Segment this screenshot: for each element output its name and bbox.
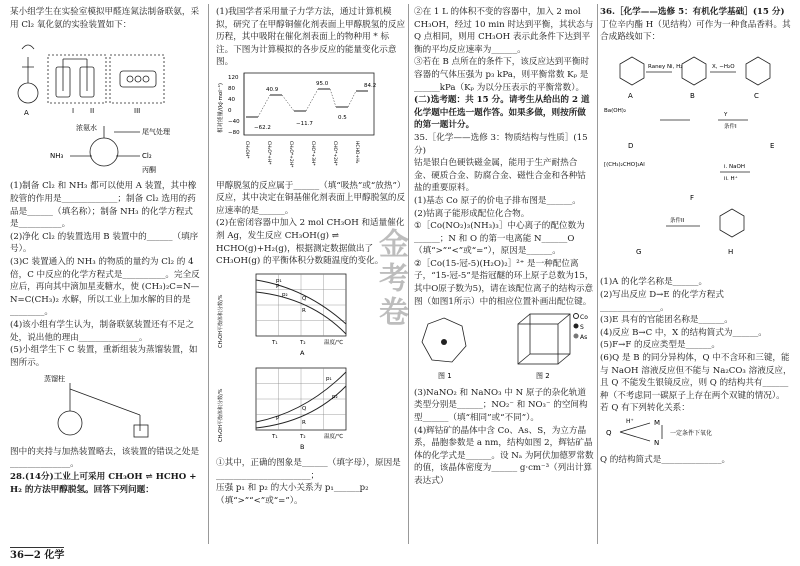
route-label-H: H xyxy=(728,247,734,256)
route-label-F: F xyxy=(690,193,695,202)
fig1-caption: 图 1 xyxy=(438,372,452,381)
question-35-4: (4)辉钴矿的晶体中含 Co、As、S，为立方晶系，晶胞参数是 a nm，结构如图 2，辉钴矿晶体的化学式是______。设 Nₐ 为阿伏加德罗常数的值，该晶体密度为______ g·cm⁻³（列出计算表达式） xyxy=(414,425,594,486)
legend-co: Co xyxy=(580,314,588,322)
chart-caption: B xyxy=(300,443,305,452)
page-footer: 36—2 化学 xyxy=(10,546,64,561)
label-acetone: 丙酮 xyxy=(142,165,156,174)
chart-point-label: P xyxy=(276,283,280,290)
c2-question-2a: ①其中，正确的图象是______（填字母），原因是______________________； xyxy=(216,457,401,481)
distillation-figure xyxy=(10,369,200,441)
column-1 xyxy=(10,6,200,496)
chart-point-label: Q xyxy=(302,295,307,302)
energy-value: −62.2 xyxy=(254,124,271,131)
energy-connector xyxy=(306,89,318,111)
reagent-y: Y xyxy=(724,111,728,118)
label-cl2: Cl₂ xyxy=(142,151,152,160)
question-2: (2)净化 Cl₂ 的装置选用 B 装置中的______（填序号）。 xyxy=(10,231,199,255)
chart-xtick: T₁ xyxy=(272,434,278,441)
label-A: A xyxy=(24,109,29,118)
chart-point-label: R xyxy=(302,420,306,427)
energy-value: 40.9 xyxy=(266,86,279,93)
q36-3: (3)E 具有的官能团名称是______。 xyxy=(600,315,733,326)
question-35-3: (3)NaNO₂ 和 NaNO₃ 中 N 原子的杂化轨道类型分别是______；NO₂⁻ 和 NO₃⁻ 的空间构型______（填“相同”或“不同”）。 xyxy=(414,387,588,424)
question-4: (4)该小组有学生认为，制备联氨装置还有不足之处，说出他的理由______________。 xyxy=(10,319,195,343)
intro-text: 某小组学生在实验室模拟甲醛连氮法制备联氨，采用 Cl₂ 氧化氨的实验装置如下： xyxy=(10,7,200,30)
q36-1: (1)A 的化学名称是______。 xyxy=(600,277,708,288)
energy-ylabel: 相对能量/(kJ·mol⁻¹) xyxy=(218,82,224,133)
energy-value: 0.5 xyxy=(338,114,347,121)
energy-connector xyxy=(330,89,336,107)
reagent-cond1: 条件I xyxy=(724,123,737,130)
question-35-2b: ②［Co(15-冠-5)(H₂O)₂］²⁺ 是一种配位离子，“15-冠-5”是指冠醚的环上原子总数为15，其中O原子数为5)，请在该配位离子的结构示意图（如图1所示）中的相应位置补画出配位键。 xyxy=(414,258,594,307)
chart-xlabel: 温度/℃ xyxy=(324,434,344,441)
energy-species: CH₂O*+H* xyxy=(266,140,271,165)
question-5b: 图中的夹持与加热装置略去，该装置的错误之处是______________。 xyxy=(10,446,200,470)
section-2: (二)选考题：共 15 分。请考生从给出的 2 道化学题中任选一题作答。如果多做，则按所做的第一题计分。 xyxy=(414,95,590,131)
energy-value: −11.7 xyxy=(296,120,313,127)
q-transform-scheme xyxy=(600,415,792,449)
question-35-2: (2)钴离子能形成配位化合物。 xyxy=(414,208,530,219)
question-35-intro: 钴是银白色硬铁磁金属，能用于生产耐热合金、硬质合金、防腐合金、磁性合金和各种钴盐的重要原料。 xyxy=(414,158,586,194)
question-36: 36.［化学——选修 5：有机化学基础］(15 分) xyxy=(600,7,785,17)
column-2 xyxy=(216,6,406,507)
energy-species: CHO*+2H* xyxy=(332,140,337,166)
energy-connector xyxy=(348,91,356,107)
question-35: 35.［化学——选修 3：物质结构与性质］(15 分) xyxy=(414,132,588,156)
chart-ylabel: CH₃OH平衡体积分数/% xyxy=(218,388,224,443)
column-3 xyxy=(414,6,594,488)
chart-xtick: T₁ xyxy=(272,339,278,346)
chart-xtick: T₂ xyxy=(300,339,306,346)
c3-q-kp: ③若在 B 点所在的条件下，该反应达到平衡时容器的气体压强为 p₃ kPa，则平衡常数 Kₚ 是______kPa（Kₚ 为以分压表示的平衡常数）。 xyxy=(414,57,590,93)
reagent-baoh2: Ba(OH)₂ xyxy=(604,107,627,114)
scheme-n: N xyxy=(654,438,660,447)
c2-question-1b: 甲醇脱氢的反应属于______（填“吸热”或“放热”）反应，其中决定在铜基催化剂表面上甲醇脱氢的反应速率的是______。 xyxy=(216,180,406,216)
reagent-raney: Raney Ni, H₂ xyxy=(648,63,683,70)
energy-species: CH₃OH* xyxy=(244,140,249,159)
chart-line-label: p₂ xyxy=(282,291,288,298)
question-35-2a: ①［Co(NO₂)₃(NH₃)₃］中心离子的配位数为______；N 和 O 的第一电离能 N______O（填“>”“<”或“=”），原因是______。 xyxy=(414,221,585,257)
c2-question-2b: 压强 p₁ 和 p₂ 的大小关系为 p₁______p₂（填“>”“<”或“=”）。 xyxy=(216,483,369,506)
route-label-G: G xyxy=(636,247,642,256)
energy-diagram xyxy=(216,69,406,175)
energy-tick: 0 xyxy=(228,107,232,114)
legend-as: As xyxy=(580,334,588,342)
label-ammonia: 浓氨水 xyxy=(76,123,97,132)
label-III: III xyxy=(134,107,141,116)
reagent-al: [(CH₃)₂CHO]₃Al xyxy=(604,161,645,168)
label-nh3: NH₃ xyxy=(50,151,64,160)
energy-connector xyxy=(258,95,270,117)
question-1: (1)制备 Cl₂ 和 NH₃ 都可以使用 A 装置，其中橡胶管的作用是_____________；制备 Cl₂ 选用的药品是______（填名称）；制备 NH₃ 的化学方程式是__________。 xyxy=(10,181,197,230)
q36-6: (6)Q 是 B 的同分异构体，Q 中不含环和三键，能与 NaOH 溶液反应但不能与 Na₂CO₃ 溶液反应，且 Q 不能发生银镜反应，则 Q 的结构共有______种（不考虑同一碳原子上存在两个双键的情况）。若 Q 有下列转化关系： xyxy=(600,352,792,414)
label-column: 蒸馏柱 xyxy=(44,375,65,384)
energy-species: HCHO+H₂ xyxy=(354,140,359,164)
chart-B xyxy=(216,362,406,452)
chart-line-label: p₁ xyxy=(276,277,282,284)
chart-line-label: p₂ xyxy=(332,394,338,401)
chart-xtick: T₂ xyxy=(300,434,306,441)
c3-q-rate: ②在 1 L 的体积不变的容器中，加入 2 mol CH₃OH，经过 10 min 时达到平衡，其状态与 Q 点相同，则用 CH₃OH 表示此条件下达到平衡的平均反应速率为______。 xyxy=(414,7,594,55)
chart-point-label: Q xyxy=(302,406,307,413)
question-3: (3)C 装置通入的 NH₃ 的物质的量约为 Cl₂ 的 4 倍，C 中反应的化学方程式是__________。完全反应后，再向其中滴加星麦糖水，使 (CH₃)₂C=N—N=C(CH₃)₂ 水解，所以工业上加水解的目的是________。 xyxy=(10,256,200,318)
route-label-D: D xyxy=(628,141,634,150)
label-II: II xyxy=(90,107,95,116)
scheme-q: Q xyxy=(606,428,612,437)
route-label-B: B xyxy=(690,91,695,100)
chart-xlabel: 温度/℃ xyxy=(324,339,344,346)
energy-tick: 40 xyxy=(228,96,235,103)
column-4 xyxy=(600,6,792,466)
reagent-cond2: 条件II xyxy=(670,217,685,224)
c2-question-1: (1)我国学者采用量子力学方法，通过计算机模拟，研究了在甲醇铜催化剂表面上甲醇脱氢的反应历程，其中吸附在催化剂表面上的物种用 * 标注。下图为计算模拟的各步反应的能量变化示意图。 xyxy=(216,7,406,68)
fig2-caption: 图 2 xyxy=(536,372,550,381)
c2-question-2: (2)在密闭容器中加入 2 mol CH₃OH 和适量催化剂 Ag，发生反应 CH₃OH(g) ⇌ HCHO(g)+H₂(g)，根据测定数据做出了 CH₃OH(g) 的平衡体积分数随温度的变化。 xyxy=(216,218,405,267)
watermark: 金考卷 xyxy=(373,228,408,330)
apparatus-figure xyxy=(10,31,200,117)
question-36-intro: 丁位辛内酯 H（见结构）可作为一种食品香料。其合成路线如下： xyxy=(600,19,791,43)
chart-caption: A xyxy=(300,348,305,357)
label-tail-gas: 尾气处理 xyxy=(142,127,170,136)
energy-tick: −40 xyxy=(228,118,240,125)
reagent-naoh: i. NaOH xyxy=(724,163,745,170)
reaction-apparatus-figure xyxy=(10,122,200,176)
label-I: I xyxy=(72,107,75,116)
question-5: (5)小组学生下 C 装置，重新组装为蒸馏装置，如图所示。 xyxy=(10,345,198,368)
legend-s: S xyxy=(580,324,584,332)
route-label-C: C xyxy=(754,91,759,100)
question-35-1: (1)基态 Co 原子的价电子排布图是______。 xyxy=(414,195,581,206)
chart-point-label: R xyxy=(302,307,306,314)
energy-connector xyxy=(282,95,294,111)
scheme-oxidize: 一定条件下氧化 xyxy=(670,429,713,437)
energy-species: CH₂O*+2H* xyxy=(288,140,293,168)
energy-value: 95.0 xyxy=(316,80,329,87)
q36-2: (2)写出反应 D→E 的化学方程式______________。 xyxy=(600,289,724,313)
question-28: 28.(14分)工业上可采用 CH₃OH ⇌ HCHO + H₂ 的方法甲醇脱氢。回答下列问题： xyxy=(10,472,197,495)
reagent-x: X, −H₂O xyxy=(712,63,735,70)
q36-6b: Q 的结构简式是______________。 xyxy=(600,454,731,465)
structure-figures xyxy=(414,308,594,382)
chart-point-label: P xyxy=(276,416,280,423)
energy-tick: 80 xyxy=(228,85,235,92)
route-label-A: A xyxy=(628,91,633,100)
energy-species: CHO*+3H* xyxy=(310,140,315,166)
chart-A xyxy=(216,268,406,358)
energy-tick: −80 xyxy=(228,129,240,136)
energy-tick: 120 xyxy=(228,74,239,81)
scheme-m: M xyxy=(654,418,661,427)
synthesis-route xyxy=(600,44,792,272)
reagent-h: ii. H⁺ xyxy=(724,175,738,182)
q36-4: (4)反应 B→C 中，X 的结构简式为______。 xyxy=(600,327,767,338)
scheme-h: H⁺ xyxy=(626,417,634,425)
q36-5: (5)F→F 的反应类型是______。 xyxy=(600,340,720,351)
chart-ylabel: CH₃OH平衡体积分数/% xyxy=(218,294,224,348)
route-label-E: E xyxy=(770,141,775,150)
chart-line-label: p₁ xyxy=(326,376,332,383)
energy-value: 84.2 xyxy=(364,82,377,89)
